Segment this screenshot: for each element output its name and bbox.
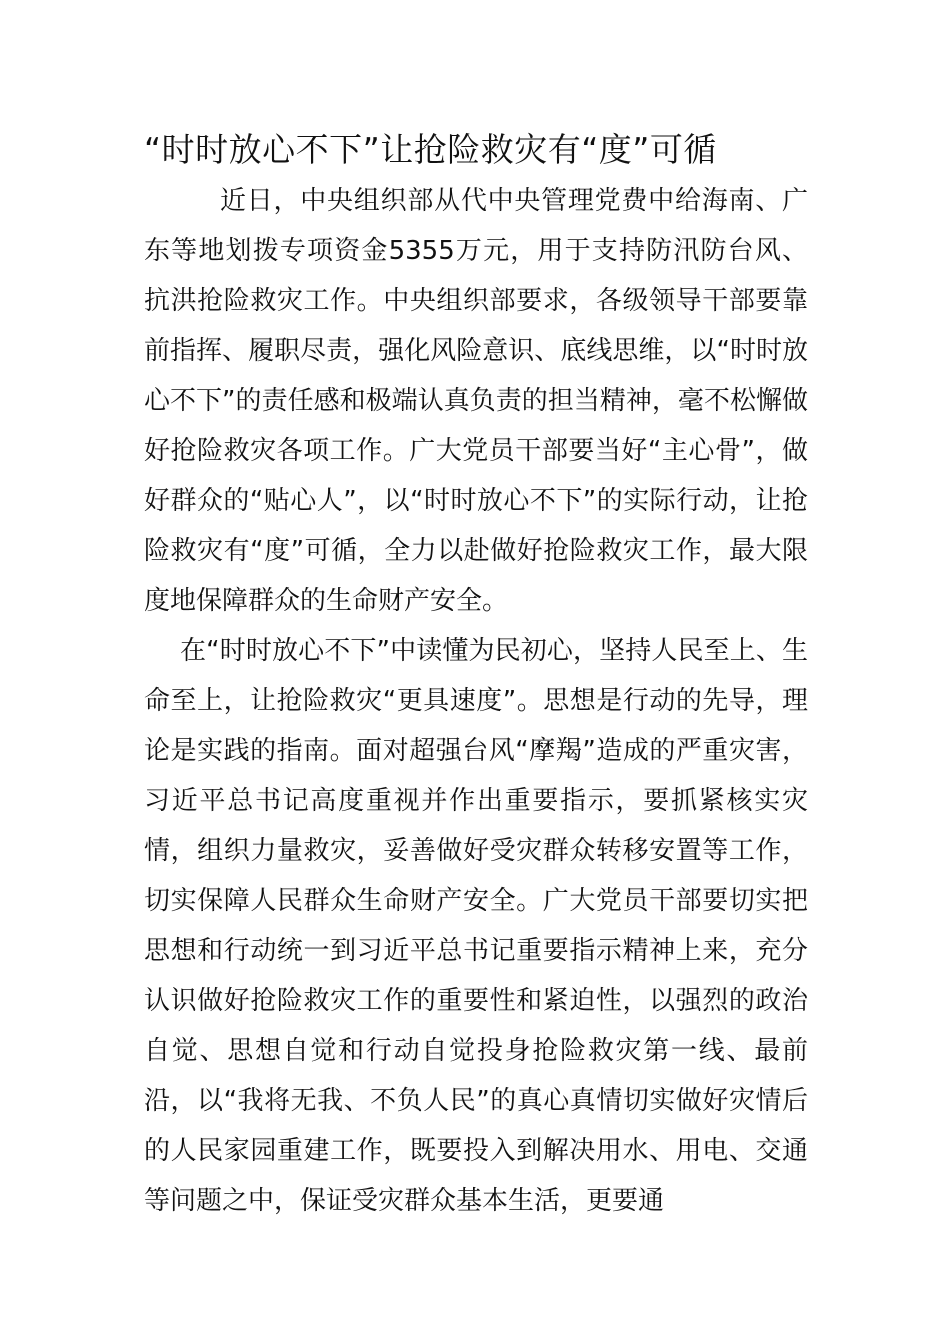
paragraph-1: 近日，中央组织部从代中央管理党费中给海南、广东等地划拨专项资金5355万元，用于支持防汛防台风、抗洪抢险救灾工作。中央组织部要求，各级领导干部要靠前指挥、履职尽责，强化风险意识、底线思维，以“时时放心不下”的责任感和极端认真负责的担当精神，毫不松懈做好抢险救灾各项工作。广大党员干部要当好“主心骨”，做好群众的“贴心人”，以“时时放心不下”的实际行动，让抢险救灾有“度”可循，全力以赴做好抢险救灾工作，最大限度地保障群众的生命财产安全。 bbox=[144, 186, 808, 616]
document-body bbox=[144, 176, 808, 1226]
paragraph-2: 在“时时放心不下”中读懂为民初心，坚持人民至上、生命至上，让抢险救灾“更具速度”。思想是行动的先导，理论是实践的指南。面对超强台风“摩羯”造成的严重灾害，习近平总书记高度重视并作出重要指示，要抓紧核实灾情，组织力量救灾，妥善做好受灾群众转移安置等工作，切实保障人民群众生命财产安全。广大党员干部要切实把思想和行动统一到习近平总书记重要指示精神上来，充分认识做好抢险救灾工作的重要性和紧迫性，以强烈的政治自觉、思想自觉和行动自觉投身抢险救灾第一线、最前沿，以“我将无我、不负人民”的真心真情切实做好灾情后的人民家园重建工作，既要投入到解决用水、用电、交通等问题之中，保证受灾群众基本生活，更要通 bbox=[144, 636, 808, 1216]
document-title: “时时放心不下”让抢险救灾有“度”可循 bbox=[144, 130, 717, 169]
